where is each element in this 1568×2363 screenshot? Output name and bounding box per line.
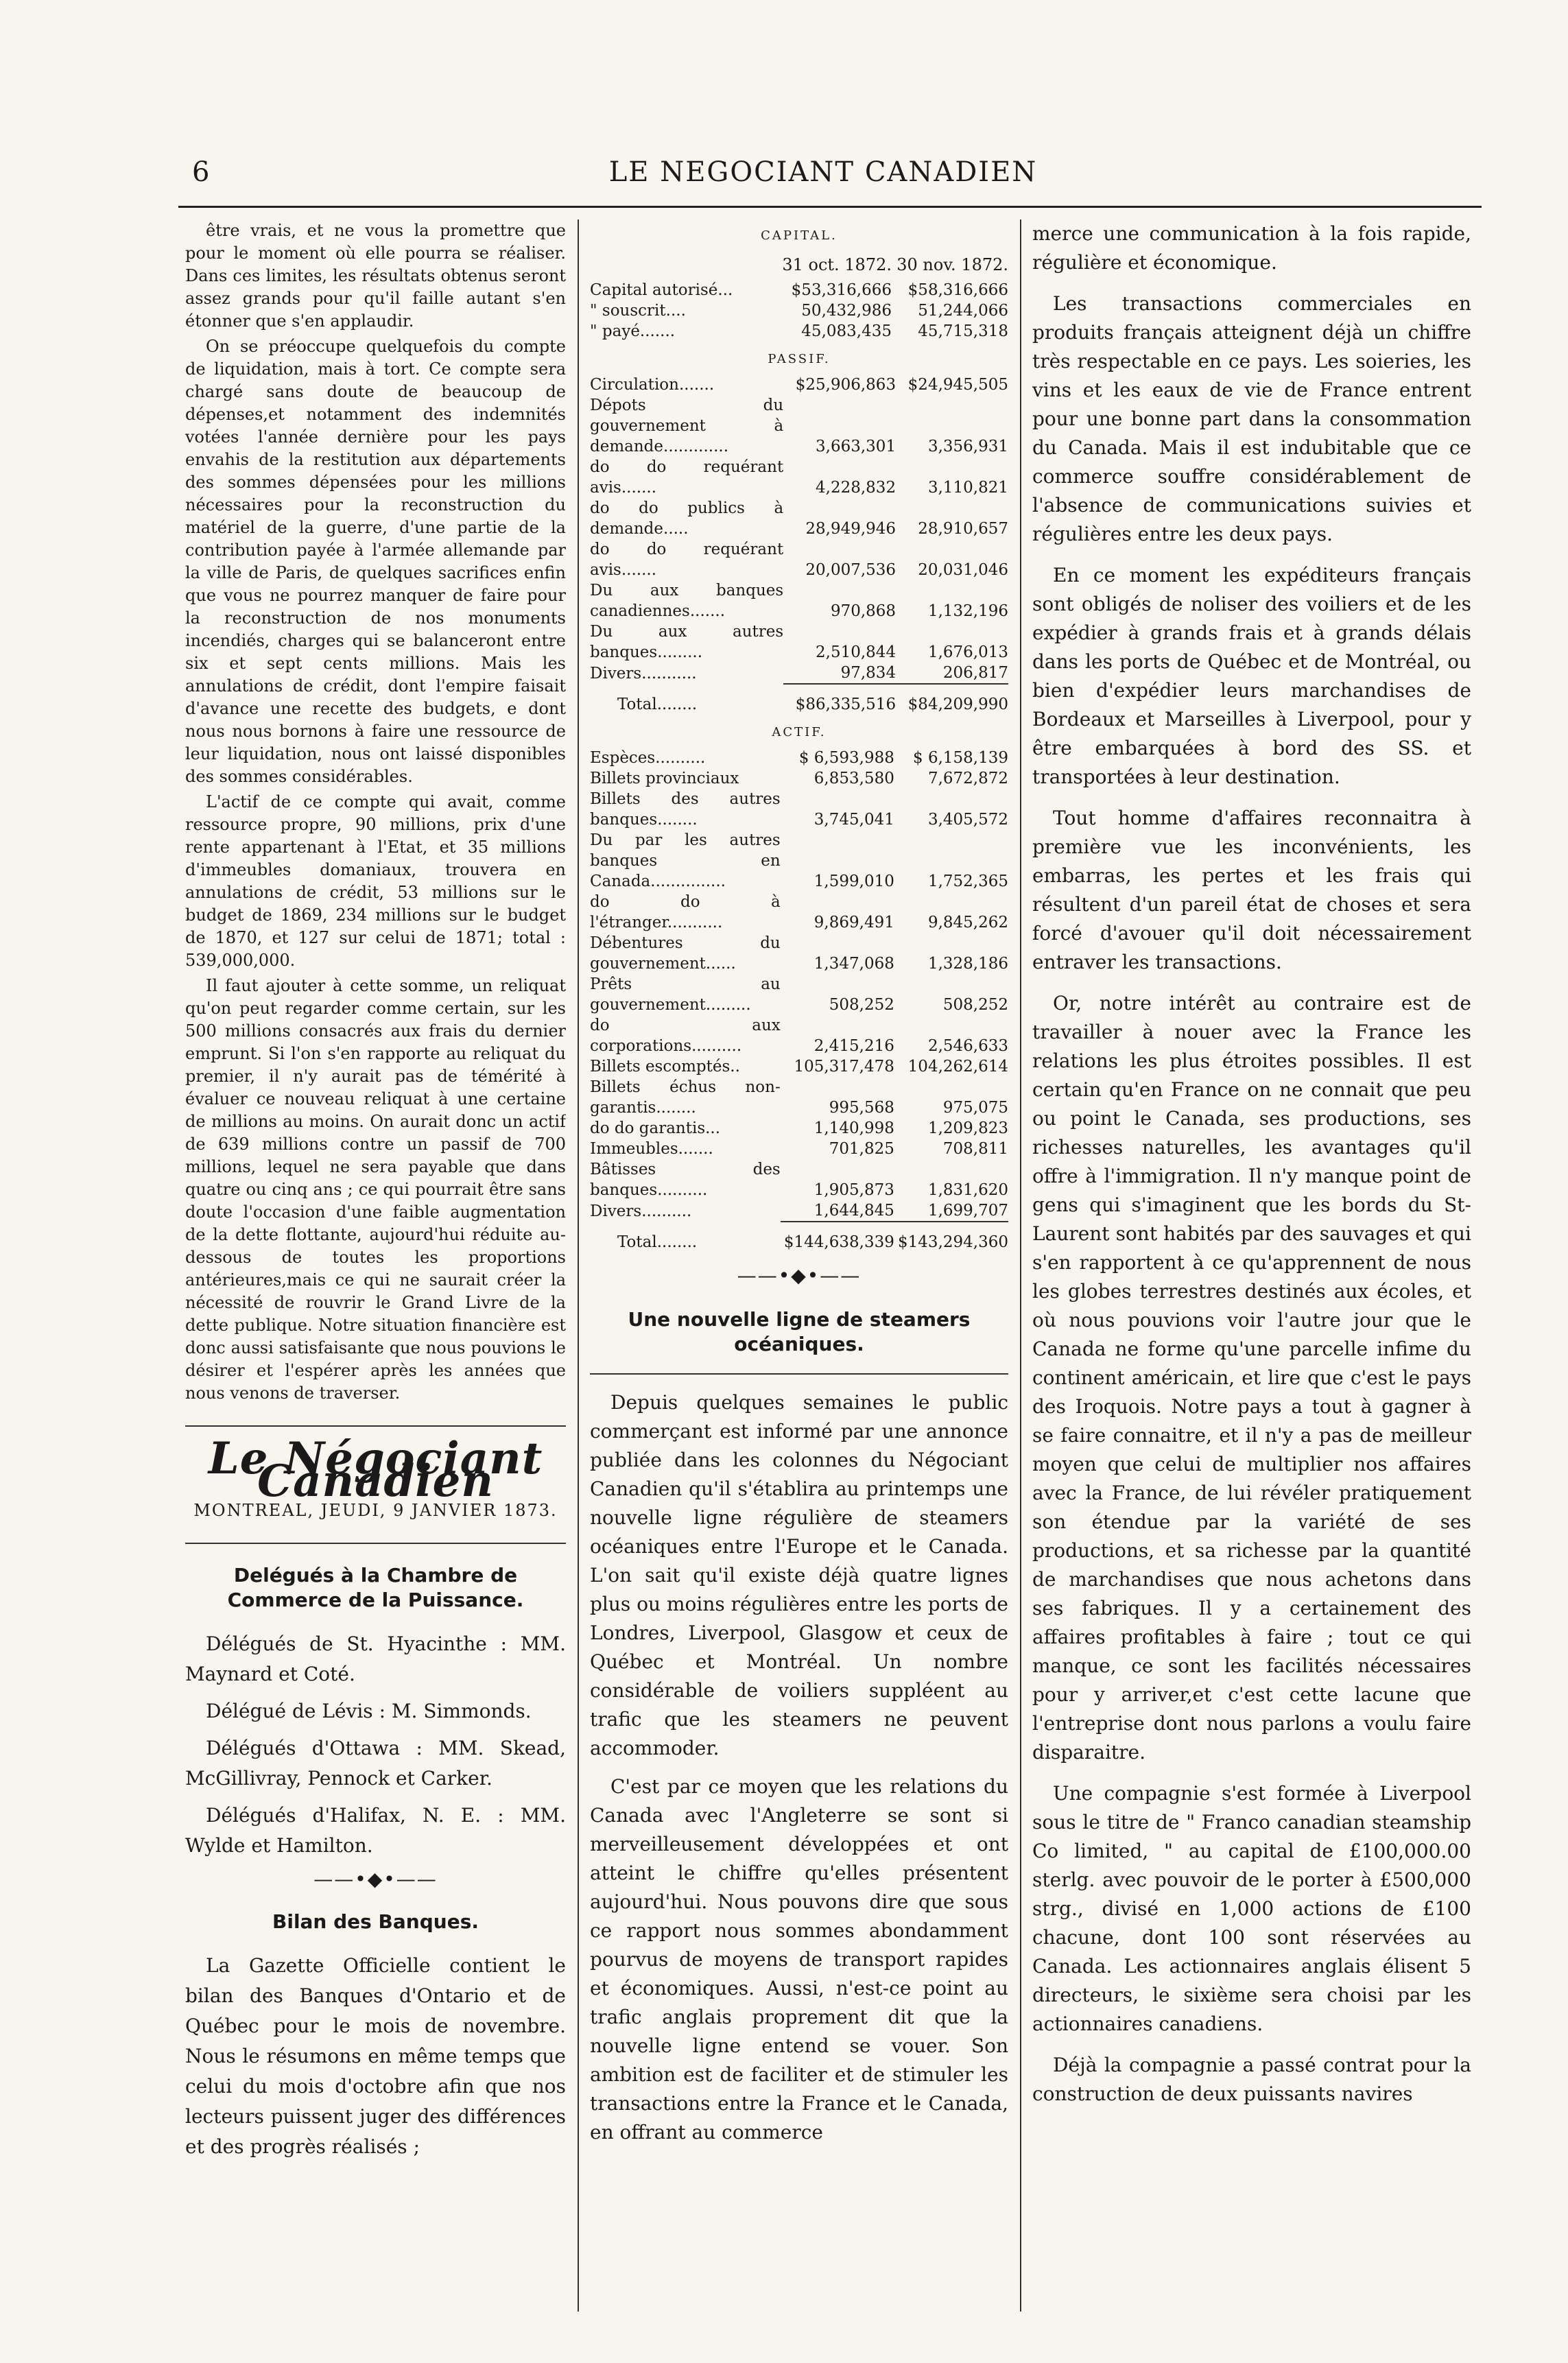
row-value-nov: 975,075 (942, 1099, 1008, 1117)
table-row (590, 539, 1008, 580)
row-value-nov: 206,817 (942, 664, 1008, 682)
article-paragraph: être vrais, et ne vous la promettre que pour le moment où elle pourra se réaliser. Dans ces limites, les résultats obtenus seront assez grands pour qu'il faille autant s'en étonner que s'en applaudir. (185, 221, 566, 331)
table-section-label: ACTIF. (772, 725, 827, 739)
row-value-oct: 1,905,873 (813, 1181, 894, 1199)
running-title: LE NEGOCIANT CANADIEN (608, 156, 1038, 188)
delegates-section (185, 1563, 566, 1861)
row-label: Espèces.......... (590, 749, 706, 767)
row-label: Prêts au gouvernement......... (590, 975, 781, 1014)
delegate-entry: Délégués d'Ottawa : MM. Skead, McGillivray, Pennock et Carker. (185, 1737, 566, 1790)
delegate-entry: Délégués de St. Hyacinthe : MM. Maynard et Coté. (185, 1632, 566, 1685)
row-value-nov: 3,405,572 (927, 811, 1008, 829)
column-divider (578, 219, 579, 2312)
row-value-nov: 20,031,046 (918, 561, 1008, 579)
row-label: Du aux autres banques......... (590, 623, 784, 661)
row-value-nov: 708,811 (942, 1140, 1008, 1158)
row-value-oct: 1,140,998 (813, 1119, 894, 1137)
row-value-nov: 3,356,931 (927, 438, 1008, 455)
row-value-nov: $ 6,158,139 (913, 749, 1008, 767)
table-section-label: PASSIF. (768, 352, 831, 366)
row-value-oct: 105,317,478 (794, 1058, 894, 1076)
ornament-divider: ——•◆•—— (737, 1264, 862, 1287)
row-value-oct: 4,228,832 (816, 479, 896, 497)
row-value-oct: 701,825 (829, 1140, 894, 1158)
table-row (590, 1015, 1008, 1056)
row-value-oct: 1,347,068 (813, 955, 894, 973)
row-value-nov: 1,132,196 (927, 602, 1008, 620)
row-label: " payé....... (590, 322, 676, 340)
header-rule (178, 206, 1482, 208)
masthead: Le Négociant Canadien (208, 1433, 543, 1507)
page-header (171, 156, 1475, 198)
row-label: Du par les autres banques en Canada............... (590, 831, 781, 890)
section-divider (185, 1543, 566, 1544)
article-paragraph: Il faut ajouter à cette somme, un reliquat qu'on peut regarder comme certain, sur les 500 millions consacrés aux frais du dernier emprunt. Si l'on s'en rapporte au reliquat du premier, il n'y aurait pas de témérité à évaluer ce nouveau reliquat à une certaine de millions au moins. On aurait donc un actif de 639 millions contre un passif de 700 millions, lequel ne sera payable que dans quatre ou cinq ans ; ce qui pourrait être sans doute l'occasion d'une faible augmentation de la dette flottante, aujourd'hui réduite au-dessous de toutes les proportions antérieures,mais ce qui ne saurait créer la nécessité de rouvrir le Grand Livre de la dette publique. Notre situation financière est donc aussi satisfaisante que nous pouvions le désirer et l'espérer après les années que nous venons de traverser. (185, 976, 566, 1403)
column-middle (590, 219, 1008, 2312)
table-row (590, 933, 1008, 974)
section-divider (590, 1373, 1008, 1375)
row-value-oct: $25,906,863 (795, 376, 896, 394)
row-value-nov: 2,546,633 (927, 1037, 1008, 1055)
row-label: Divers........... (590, 665, 697, 682)
row-value-oct: 3,745,041 (813, 811, 894, 829)
row-value-oct: 50,432,986 (801, 302, 892, 320)
row-label: Divers.......... (590, 1202, 692, 1220)
row-value-nov: 7,672,872 (927, 770, 1008, 787)
section-title: Bilan des Banques. (272, 1910, 479, 1933)
row-value-nov: 1,676,013 (927, 643, 1008, 661)
section-title: Delégués à la Chambre de Commerce de la Puissance. (227, 1564, 524, 1611)
delegate-entry: Délégué de Lévis : M. Simmonds. (206, 1700, 532, 1722)
passif-table (590, 375, 1008, 715)
row-value-oct: 45,083,435 (801, 322, 892, 340)
row-value-oct: 995,568 (829, 1099, 894, 1117)
table-row (590, 1056, 1008, 1077)
row-value-nov: 508,252 (942, 996, 1008, 1014)
table-row (590, 375, 1008, 395)
row-value-oct: $53,316,666 (791, 281, 892, 299)
row-label: Immeubles....... (590, 1140, 713, 1158)
capital-table (590, 280, 1008, 342)
row-value-oct: 970,868 (830, 602, 896, 620)
row-value-nov: 9,845,262 (927, 914, 1008, 931)
row-label: do do requérant avis....... (590, 541, 784, 579)
section-divider (185, 1425, 566, 1427)
table-row (590, 1159, 1008, 1200)
actif-table (590, 748, 1008, 1252)
row-label: Du aux banques canadiennes....... (590, 582, 784, 620)
row-value-oct: 3,663,301 (816, 438, 896, 455)
table-header-row (590, 252, 1008, 277)
row-value-nov: 1,752,365 (927, 872, 1008, 890)
table-section-label: CAPITAL. (761, 228, 838, 243)
table-row (590, 1200, 1008, 1222)
table-row (590, 830, 1008, 892)
row-label: Billets provinciaux (590, 770, 739, 787)
row-value-nov: $24,945,505 (907, 376, 1008, 394)
article-paragraph: Depuis quelques semaines le public commerçant est informé par une annonce publiée dans les colonnes du Négociant Canadien qu'il s'établira au printemps une nouvelle ligne régulière de steamers océaniques entre l'Europe et le Canada. L'on sait qu'il existe déjà quatre lignes plus ou moins régulières entre les ports de Londres, Liverpool, Glasgow et ceux de Québec et Montréal. Un nombre considérable de voiliers suppléent au trafic que les steamers ne peuvent accommoder. (590, 1391, 1008, 1759)
article-paragraph: Une compagnie s'est formée à Liverpool sous le titre de " Franco canadian steamship Co limited, " au capital de £100,000.00 sterlg. avec pouvoir de le porter à £500,000 strg., divisé en 1,000 actions de £100 chacune, dont 100 sont réservées au Canada. Les actionnaires anglais élisent 5 directeurs, le sixième sera choisi par les actionnaires canadiens. (1032, 1782, 1471, 2035)
row-value-nov: 28,910,657 (918, 520, 1008, 538)
table-row (590, 663, 1008, 684)
row-value-nov: $58,316,666 (907, 281, 1008, 299)
article-paragraph: En ce moment les expéditeurs français sont obligés de noliser des voiliers et de les expédier à grands frais et à grands délais dans les ports de Québec et de Montréal, ou bien d'expédier leurs marchandises de Bordeaux et Marseilles à Liverpool, pour y être embarquées à bord des SS. et transportées à leur destination. (1032, 564, 1471, 788)
table-row (590, 768, 1008, 789)
table-row (590, 789, 1008, 830)
article-title: Une nouvelle ligne de steamers océaniques. (628, 1308, 971, 1355)
row-value-oct: 28,949,946 (805, 520, 896, 538)
row-label: do aux corporations.......... (590, 1017, 781, 1055)
article-paragraph: Tout homme d'affaires reconnaitra à première vue les inconvénients, les embarras, les pertes et les frais qui résultent d'un pareil état de choses et sera forcé d'avouer qu'il doit nécessairement entraver les transactions. (1032, 807, 1471, 973)
article-paragraph: Or, notre intérêt au contraire est de travailler à nouer avec la France les relations les plus étroites possibles. Il est certain qu'en France on ne connait que peu ou point le Canada, ses productions, ses richesses naturelles, les avantages qu'il offre à l'immigration. Il n'y manque point de gens qui s'imaginent que les bords du St-Laurent sont habités par des sauvages et qui s'en rapportent à ce qu'apprennent de nous les globes terrestres destinés aux écoles, et où nous pouvions voir l'autre jour que le Canada ne forme qu'une parcelle infime du continent américain, et lire que c'est le pays des Iroquois. Notre pays a tout à gagner à se faire connaitre, et il n'y a pas de meilleur moyen que celui de multiplier nos affaires avec la France, de lui révéler pratiquement son étendue par la variété de ses productions, et sa richesse par la quantité de marchandises que nous achetons dans ses fabriques. Il y a certainement des affaires profitables à faire ; tout ce qui manque, ce sont les facilités nécessaires pour y arriver,et c'est cette lacune que l'entreprise dont nous parlons a voulu faire disparaitre. (1032, 992, 1471, 1764)
row-label: do do publics à demande..... (590, 499, 784, 538)
table-row (590, 300, 1008, 321)
table-row (590, 892, 1008, 933)
row-value-nov: 45,715,318 (918, 322, 1008, 340)
table-row (590, 1118, 1008, 1139)
row-value-nov: 104,262,614 (907, 1058, 1008, 1076)
table-row (590, 748, 1008, 768)
row-value-oct: $ 6,593,988 (798, 749, 894, 767)
column-left (185, 219, 566, 2312)
article-paragraph: L'actif de ce compte qui avait, comme ressource propre, 90 millions, prix d'une rente appartenant à l'Etat, et 35 millions d'immeubles domaniaux, trouvera en annulations de crédit, 53 millions sur le budget de 1869, 234 millions sur le budget de 1870, et 127 sur celui de 1871; total : 539,000,000. (185, 792, 566, 970)
row-label: Billets des autres banques........ (590, 790, 781, 829)
table-row (590, 280, 1008, 300)
table-total-row: Total........ $144,638,339 $143,294,360 (590, 1222, 1008, 1252)
row-value-oct: 1,644,845 (813, 1202, 894, 1220)
row-value-oct: 9,869,491 (813, 914, 894, 931)
row-label: Dépots du gouvernement à demande............. (590, 396, 784, 455)
row-value-nov: 1,699,707 (927, 1202, 1008, 1220)
dateline: MONTREAL, JEUDI, 9 JANVIER 1873. (193, 1501, 558, 1520)
table-row (590, 1139, 1008, 1159)
column-divider (1020, 219, 1021, 2312)
row-label: " souscrit.... (590, 302, 686, 320)
row-value-oct: 1,599,010 (813, 872, 894, 890)
row-label: Capital autorisé... (590, 281, 733, 299)
row-label: do do à l'étranger........... (590, 893, 781, 931)
ornament-divider: ——•◆•—— (313, 1868, 438, 1890)
article-paragraph: Les transactions commerciales en produits français atteignent déjà un chiffre très respectable en ce pays. Les soieries, les vins et les eaux de vie de France entrent pour une bonne part dans la consommation du Canada. Mais il est indubitable que ce commerce souffre considérablement de l'absence de communications suivies et régulières entre les deux pays. (1032, 292, 1471, 545)
article-paragraph: La Gazette Officielle contient le bilan des Banques d'Ontario et de Québec pour le mois de novembre. Nous le résumons en même temps que celui du mois d'octobre afin que nos lecteurs puissent juger des différences et des progrès réalisés ; (185, 1954, 566, 2158)
row-label: Circulation....... (590, 376, 715, 394)
row-value-oct: 6,853,580 (813, 770, 894, 787)
article-paragraph: merce une communication à la fois rapide, régulière et économique. (1032, 222, 1471, 274)
row-value-oct: 2,510,844 (816, 643, 896, 661)
article-paragraph: Déjà la compagnie a passé contrat pour la construction de deux puissants navires (1032, 2054, 1471, 2105)
bank-section (185, 1910, 566, 2162)
column-right (1032, 219, 1471, 2312)
table-row (590, 580, 1008, 621)
row-value-nov: 1,328,186 (927, 955, 1008, 973)
article-paragraph: On se préoccupe quelquefois du compte de liquidation, mais à tort. Ce compte sera chargé sans doute de beaucoup de dépenses,et notamment des indemnités votées l'année dernière pour les pays envahis de la restitution aux départements des sommes dépensées pour les millions nécessaires pour la reconstruction du matériel de la guerre, d'une partie de la contribution payée à l'armée allemande par la ville de Paris, de quelques sacrifices enfin que vous ne pourrez manquer de faire pour la reconstruction de nos monuments incendiés, charges qui se balanceront entre six et sept cents millions. Mais les annulations de crédit, dont l'empire faisait d'avance une recette des budgets, e dont nous nous bornons à faire une ressource de leur liquidation, nous ont laissé disponibles des sommes considérables. (185, 337, 566, 786)
article-paragraph: C'est par ce moyen que les relations du Canada avec l'Angleterre se sont si merveilleusement développées et ont atteint le chiffre qu'elles présentent aujourd'hui. Nous pouvons dire que sous ce rapport nous sommes abondamment pourvus de moyens de transport rapides et économiques. Aussi, n'est-ce point au trafic anglais proprement dit que la nouvelle ligne entend se vouer. Son ambition est de faciliter et de stimuler les transactions entre la France et le Canada, en offrant au commerce (590, 1775, 1008, 2144)
table-row (590, 974, 1008, 1015)
row-label: Billets échus non-garantis........ (590, 1078, 781, 1117)
row-label: do do requérant avis....... (590, 458, 784, 497)
row-label: Billets escomptés.. (590, 1058, 740, 1076)
row-value-nov: 1,831,620 (927, 1181, 1008, 1199)
table-row (590, 1077, 1008, 1118)
column-header-nov: 30 nov. 1872. (896, 255, 1008, 274)
row-value-oct: 97,834 (840, 664, 896, 682)
table-row (590, 621, 1008, 663)
table-total-row: Total........ $86,335,516 $84,209,990 (590, 684, 1008, 715)
row-value-oct: 508,252 (829, 996, 894, 1014)
row-label: do do garantis... (590, 1119, 721, 1137)
table-row (590, 498, 1008, 539)
row-value-oct: 20,007,536 (805, 561, 896, 579)
table-row (590, 457, 1008, 498)
row-label: Débentures du gouvernement...... (590, 934, 781, 973)
row-value-oct: 2,415,216 (813, 1037, 894, 1055)
row-value-nov: 51,244,066 (918, 302, 1008, 320)
delegate-entry: Délégués d'Halifax, N. E. : MM. Wylde et Hamilton. (185, 1804, 566, 1857)
row-value-nov: 3,110,821 (927, 479, 1008, 497)
row-label: Bâtisses des banques.......... (590, 1161, 781, 1199)
page-number: 6 (192, 156, 210, 188)
column-header-oct: 31 oct. 1872. (782, 255, 892, 274)
row-value-nov: 1,209,823 (927, 1119, 1008, 1137)
table-row (590, 395, 1008, 457)
table-row (590, 321, 1008, 342)
